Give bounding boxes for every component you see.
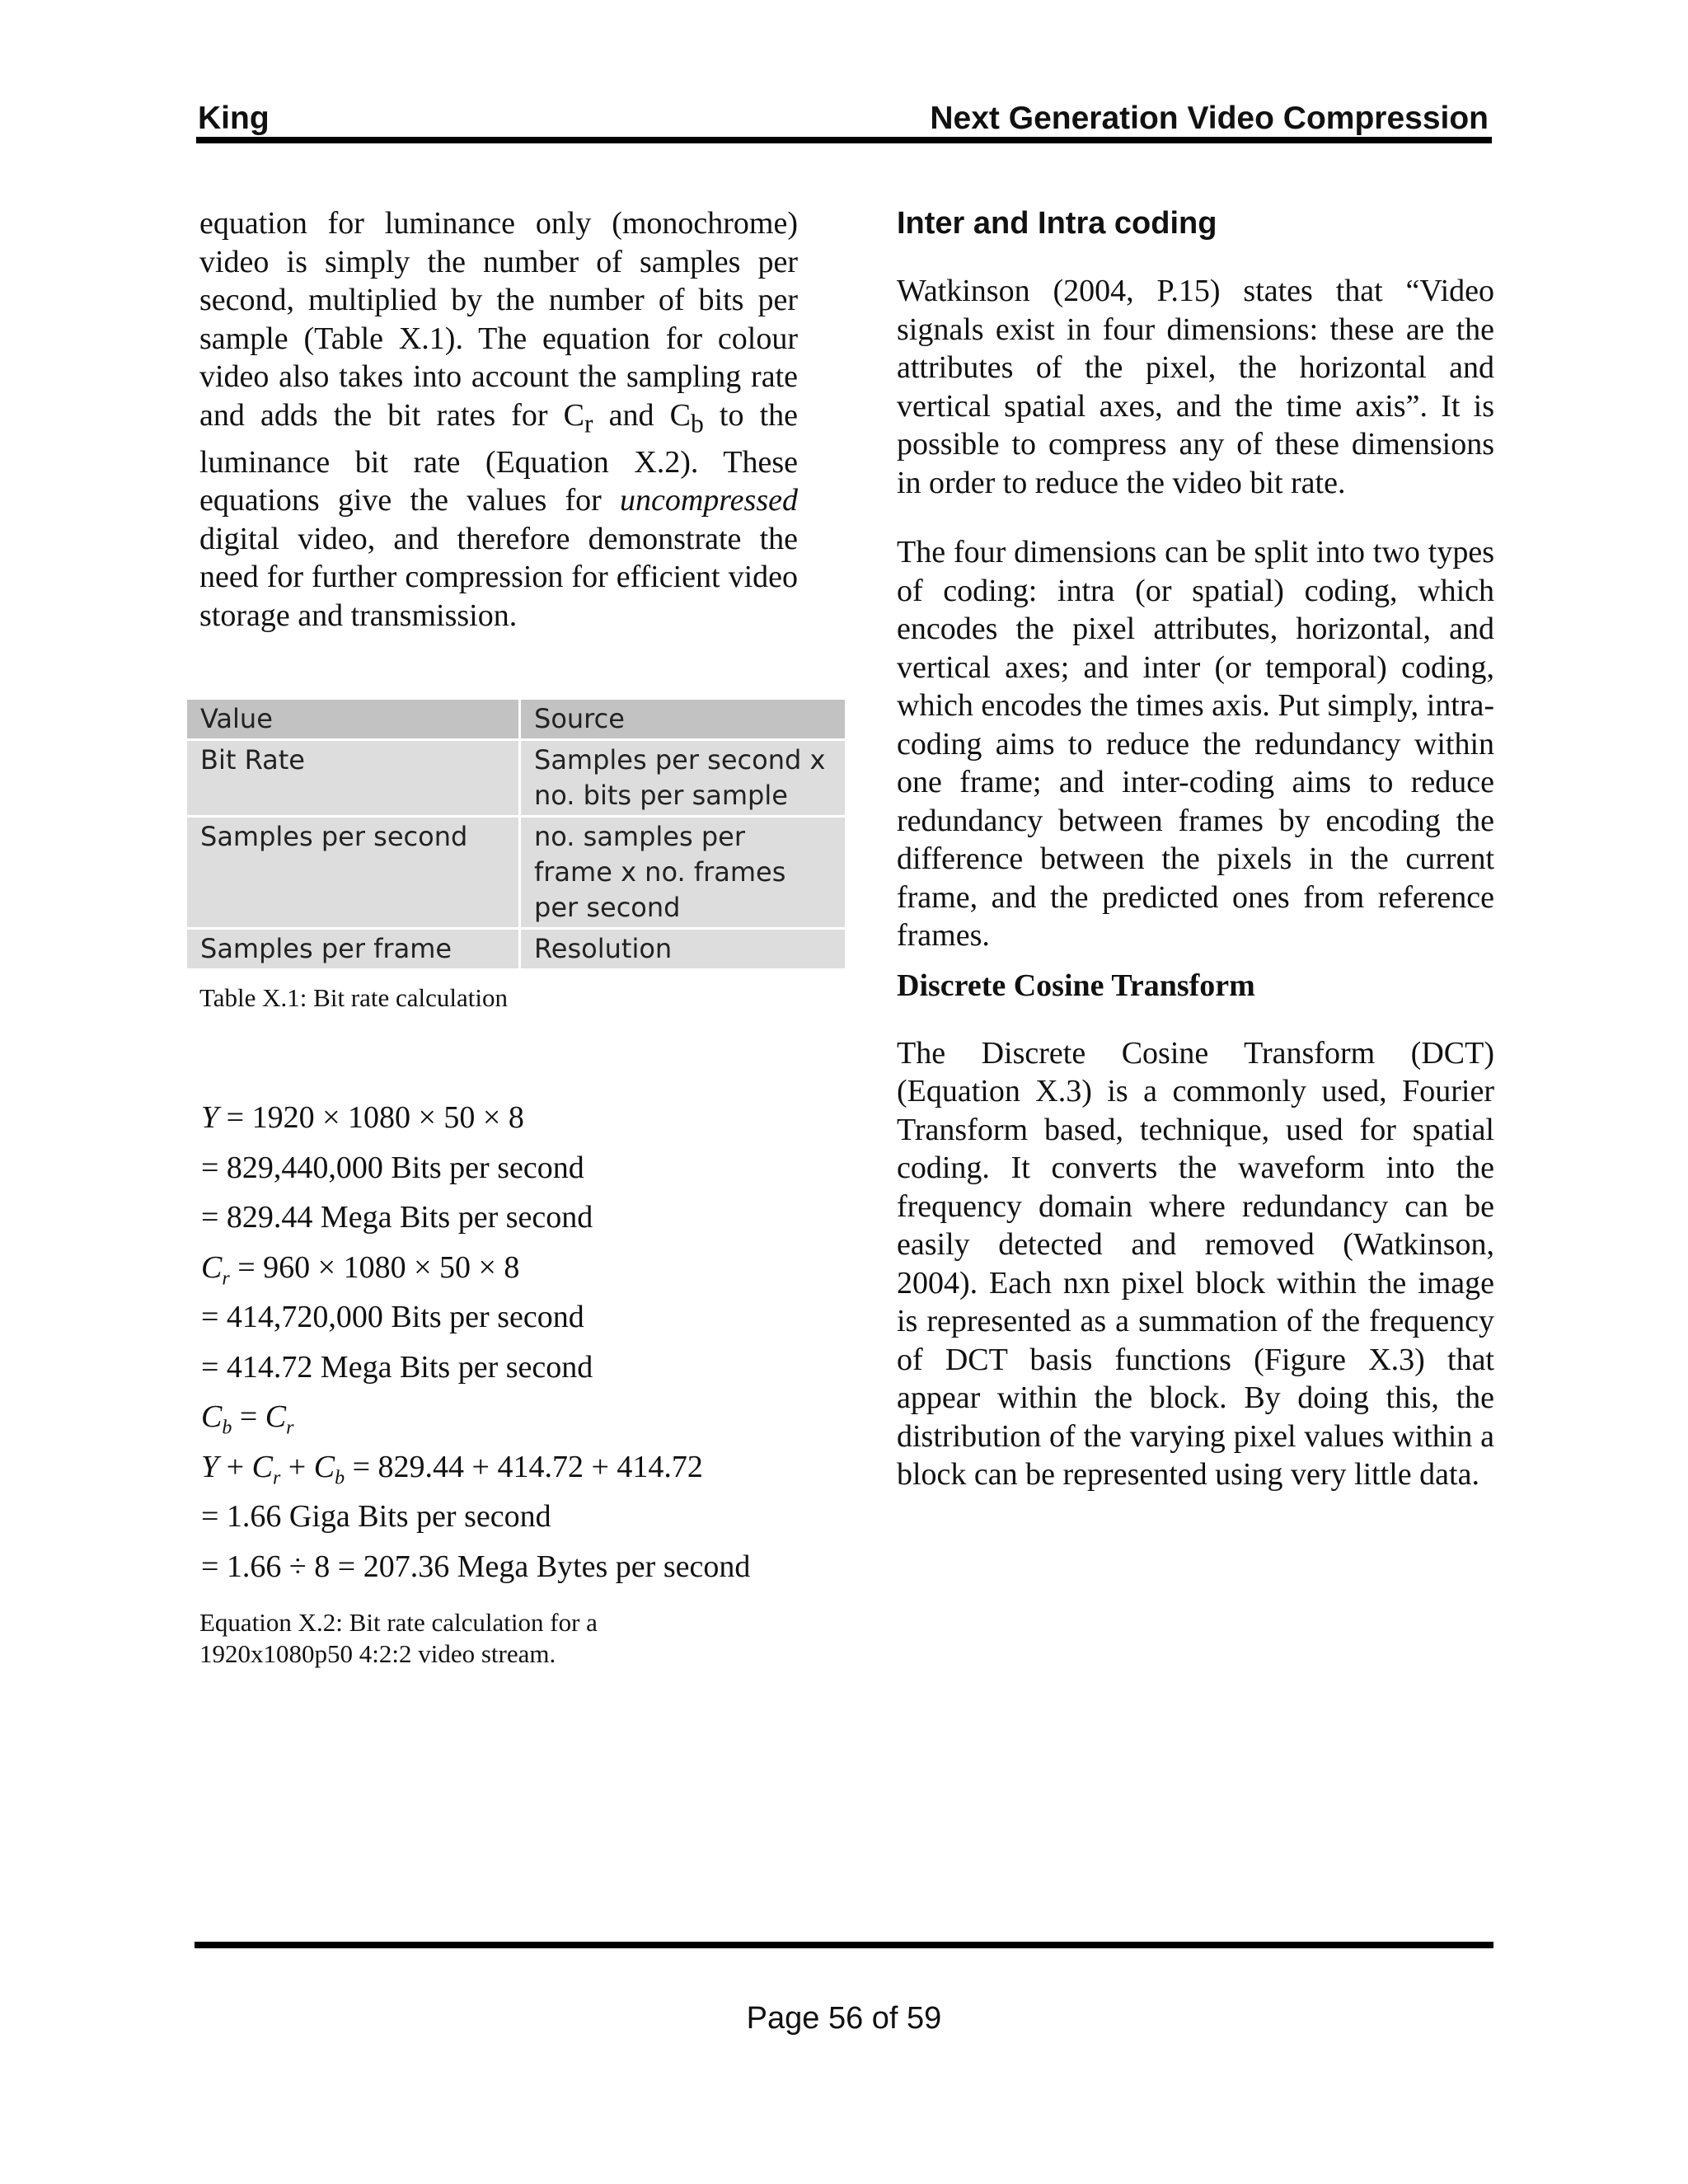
table-header-cell: Value (186, 699, 520, 740)
table-caption: Table X.1: Bit rate calculation (199, 983, 508, 1012)
equation-line: = 1.66 Giga Bits per second (201, 1499, 551, 1534)
paragraph-dct: The Discrete Cosine Transform (DCT) (Equation X.3) is a commonly used, Fourier Transform based, technique, used for spatial coding. It converts the waveform into the frequency domain where redundancy can be easily detected and removed (Watkinson, 2004). Each nxn pixel block within the image is represented as a summation of the frequency of DCT basis functions (Figure X.3) that appear within the block. By doing this, the distribution of the varying pixel values within a block can be represented using very little data. (897, 1035, 1494, 1492)
equation-caption-line: 1920x1080p50 4:2:2 video stream. (199, 1639, 556, 1668)
equation-line: = 829,440,000 Bits per second (201, 1150, 584, 1185)
equation-line: $Y + C_r + C_b = 829.44 + 414.72 + 414.72$ (201, 1449, 703, 1489)
right-column (897, 204, 1494, 1494)
table-cell: Samples per second x no. bits per sample (520, 740, 846, 817)
heading-dct: Discrete Cosine Transform (897, 968, 1255, 1003)
equation-line: Y = 1920 × 1080 × 50 × 8 (201, 1100, 524, 1135)
page-header (196, 97, 1490, 140)
table-cell: Samples per frame (186, 929, 520, 970)
table-header-cell: Source (520, 699, 846, 740)
emphasis-uncompressed: uncompressed (620, 483, 798, 518)
page-number: Page 56 of 59 (746, 2001, 942, 2036)
equation-line: = 414.72 Mega Bits per second (201, 1349, 593, 1385)
footer-rule (195, 1942, 1493, 1948)
paragraph-four-dimensions: The four dimensions can be split into two types of coding: intra (or spatial) coding, which encodes the pixel attributes, horizontal, and vertical axes; and inter (or temporal) coding, which encodes the times axis. Put simply, intra-coding aims to reduce the redundancy within one frame; and inter-coding aims to reduce redundancy between frames by encoding the difference between the pixels in the current frame, and the predicted ones from reference frames. (897, 535, 1494, 953)
intro-paragraph: equation for luminance only (monochrome) video is simply the number of samples per second, multiplied by the number of bits per sample (Table X.1). The equation for colour video also takes into account the sampling rate and adds the bit rates for $C_r$ and $C_b$ to the luminance bit rate (Equation X.2). These equations give the values for uncompressed digital video, and therefore demonstrate the need for further compression for efficient video storage and transmission. (199, 206, 798, 633)
table-cell: Samples per second (186, 817, 520, 929)
table-row (186, 740, 846, 817)
header-title: Next Generation Video Compression (930, 101, 1489, 136)
equation-caption-line: Equation X.2: Bit rate calculation for a (199, 1608, 598, 1637)
equation-block (201, 1093, 828, 1591)
table-cell: no. samples per frame x no. frames per second (520, 817, 846, 929)
heading-inter-intra: Inter and Intra coding (897, 206, 1217, 241)
paragraph-watkinson: Watkinson (2004, P.15) states that “Video signals exist in four dimensions: these are the attributes of the pixel, the horizontal and vertical spatial axes, and the time axis”. It is possible to compress any of these dimensions in order to reduce the video bit rate. (897, 274, 1494, 500)
header-author: King (198, 101, 270, 136)
equation-line: = 414,720,000 Bits per second (201, 1300, 584, 1334)
table-row (186, 817, 846, 929)
bit-rate-table (185, 697, 847, 971)
subscript-b: b (690, 409, 704, 438)
table-cell: Resolution (520, 929, 846, 970)
equation-caption (199, 1607, 598, 1670)
header-rule (196, 137, 1492, 143)
equation-line: = 829.44 Mega Bits per second (201, 1200, 593, 1235)
equation-line: $C_b = C_r$ (201, 1399, 294, 1439)
equation-line: = 1.66 ÷ 8 = 207.36 Mega Bytes per second (201, 1549, 751, 1584)
left-column (199, 204, 798, 635)
table-header-row (186, 699, 846, 740)
table-row (186, 929, 846, 970)
equation-line: $C_r = 960 \times 1080 \times 50 \times 8$ (201, 1249, 520, 1290)
subscript-r: r (584, 409, 593, 438)
table-cell: Bit Rate (186, 740, 520, 817)
